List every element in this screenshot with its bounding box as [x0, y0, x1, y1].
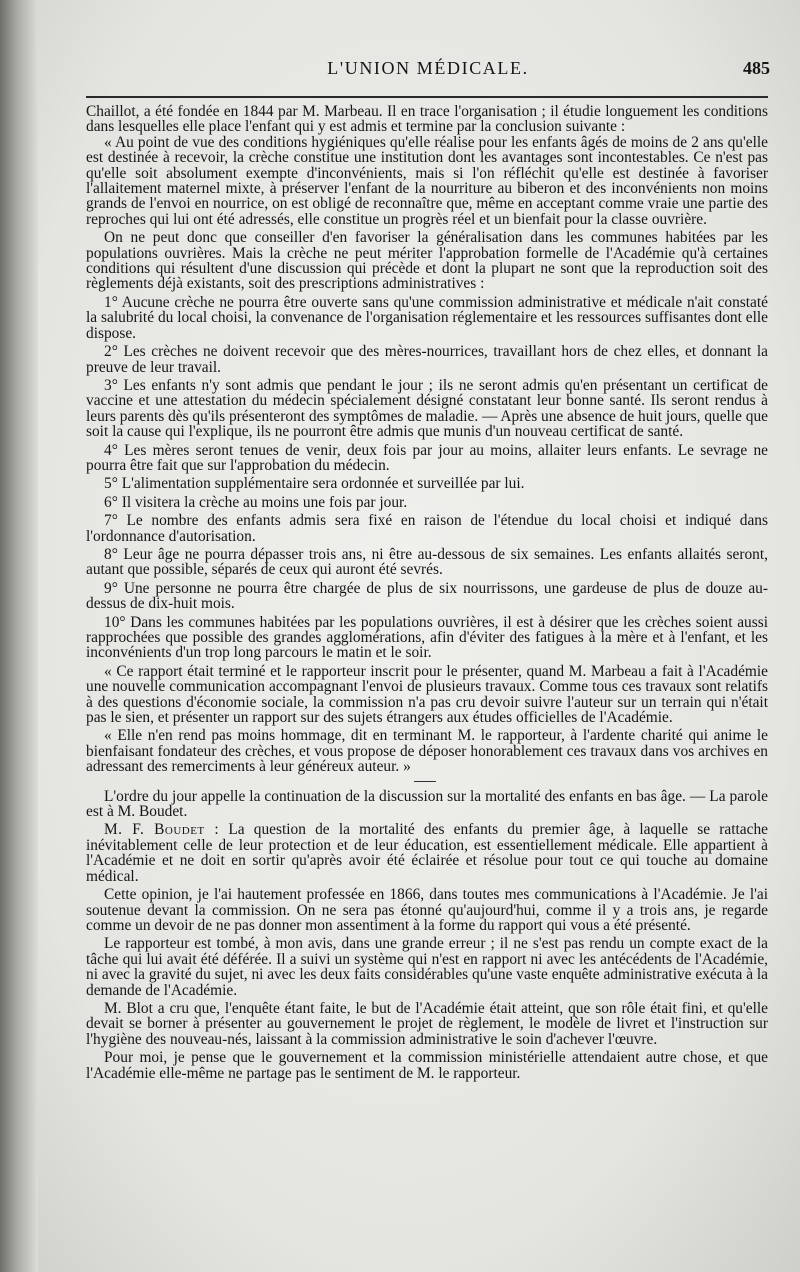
paragraph: M. Blot a cru que, l'enquête étant faite, le but de l'Académie était atteint, que son rôle était fini, et qu'elle devait se borner à présenter au gouvernement le projet de règlement, le modèle de livret et l'instruction sur l'hygiène des nouveau-nés, laissant à la commission administrative le soin d'achever l'œuvre. [86, 999, 768, 1048]
list-item: 7° Le nombre des enfants admis sera fixé en raison de l'étendue du local choisi et indiqué dans l'ordonnance d'autorisation. [86, 512, 768, 545]
list-item: 4° Les mères seront tenues de venir, deux fois par jour au moins, allaiter leurs enfants. Le sevrage ne pourra être fait que sur l'approbation du médecin. [86, 441, 768, 474]
paragraph: Cette opinion, je l'ai hautement professée en 1866, dans toutes mes communications à l'Académie. Je l'ai soutenue devant la commission. On ne sera pas étonné qu'aujourd'hui, comme il y a trois ans, je regarde comme un devoir de ne pas donner mon assentiment à la forme du rapport qui vous a été présenté. [86, 886, 768, 934]
speaker-name: M. F. Boudet : [104, 821, 220, 839]
list-item: 3° Les enfants n'y sont admis que pendant le jour ; ils ne seront admis qu'en présentant un certificat de vaccine et une attestation du médecin spécialement désigné constatant leur bonne santé. Ils seront rendus à leurs parents dès qu'ils présenteront des symptômes de maladie. — Après une absence de huit jours, quelle que soit la cause qui l'explique, ils ne pourront être admis que munis d'un nouveau certificat de santé. [86, 376, 768, 441]
paragraph: « Au point de vue des conditions hygiéniques qu'elle réalise pour les enfants âgés de moins de 2 ans qu'elle est destinée à recevoir, la crèche constitue une institution dont les avantages sont incontestables. Ce n'est pas qu'elle soit absolument exempte d'inconvénients, mais si l'on réfléchit qu'elle est destinée à favoriser l'allaitement maternel mixte, à préserver l'enfant de la nourriture au biberon et des inconvénients non moins grands de l'envoi en nourrice, on est obligé de reconnaître que, même en acceptant comme vraie une partie des reproches qui lui ont été adressés, elle constitue un progrès réel et un bienfait pour la classe ouvrière. [86, 133, 768, 228]
paragraph: L'ordre du jour appelle la continuation de la discussion sur la mortalité des enfants en bas âge. — La parole est à M. Boudet. [86, 787, 768, 821]
list-item: 6° Il visitera la crèche au moins une fois par jour. [104, 493, 408, 511]
article-body [86, 104, 768, 1081]
page-number: 485 [743, 58, 770, 78]
paragraph: Chaillot, a été fondée en 1844 par M. Marbeau. Il en trace l'organisation ; il étudie longuement les conditions dans lesquelles elle place l'enfant qui y est admis et termine par la conclusion suivante : [86, 103, 768, 136]
list-item: 10° Dans les communes habitées par les populations ouvrières, il est à désirer que les crèches soient aussi rapprochées que possible des grandes agglomérations, afin d'éviter des fatigues à la mère et à l'enfant, et les inconvénients d'un trop long parcours le matin et le soir. [86, 613, 768, 662]
paragraph: « Elle n'en rend pas moins hommage, dit en terminant M. le rapporteur, à l'ardente charité qui anime le bienfaisant fondateur des crèches, et vous propose de déposer honorablement ces travaux dans vos archives en adressant des remerciments à leur généreux auteur. » [86, 727, 768, 776]
list-item: 2° Les crèches ne doivent recevoir que des mères-nourrices, travaillant hors de chez elles, et donnant la preuve de leur travail. [86, 343, 768, 376]
list-item: 5° L'alimentation supplémentaire sera ordonnée et surveillée par lui. [104, 475, 525, 493]
paragraph: Pour moi, je pense que le gouvernement et la commission ministérielle attendaient autre chose, et que l'Académie elle-même ne partage pas le sentiment de M. le rapporteur. [86, 1049, 768, 1082]
section-separator [86, 775, 768, 789]
paragraph: Le rapporteur est tombé, à mon avis, dans une grande erreur ; il ne s'est pas rendu un compte exact de la tâche qui lui avait été déférée. Il a suivi un système qui n'est en rapport ni avec les antécédents de l'Académie, ni avec la gravité du sujet, ni avec les deux faits considérables qu'une vaste enquête administrative exécuta à la demande de l'Académie. [86, 935, 768, 999]
speaker-text: La question de la mortalité des enfants du premier âge, à laquelle se rattache inévitablement celle de leur protection et de leur éducation, est essentiellement médicale. Elle appartient à l'Académie et ne doit en sortir qu'après avoir été éclairée et résolue pour tout ce qui touche au domaine médical. [86, 821, 768, 885]
running-title: L'UNION MÉDICALE. [327, 58, 529, 78]
list-item: 8° Leur âge ne pourra dépasser trois ans, ni être au-dessous de six semaines. Les enfants allaités seront, autant que possible, séparés de ceux qui auront été sevrés. [86, 545, 768, 579]
book-spine-shadow [0, 0, 38, 1272]
speaker-paragraph [86, 822, 768, 884]
list-item: 9° Une personne ne pourra être chargée de plus de six nourrissons, une gardeuse de plus de douze au-dessus de dix-huit mois. [86, 579, 768, 613]
list-item: 1° Aucune crèche ne pourra être ouverte sans qu'une commission administrative et médicale n'ait constaté la salubrité du local choisi, la convenance de l'organisation réglementaire et les ressources suffisantes dont elle dispose. [86, 293, 768, 342]
paragraph: On ne peut donc que conseiller d'en favoriser la généralisation dans les communes habitées par les populations ouvrières. Mais la crèche ne peut mériter l'approbation formelle de l'Académie qu'à certaines conditions qui résultent d'une discussion qui précède et dont la plupart ne sont que la reproduction soit des règlements déjà existants, soit des prescriptions administratives : [86, 229, 768, 293]
header-rule [86, 96, 768, 98]
page-header [86, 58, 770, 84]
paragraph: « Ce rapport était terminé et le rapporteur inscrit pour le présenter, quand M. Marbeau a fait à l'Académie une nouvelle communication accompagnant l'envoi de plusieurs travaux. Comme tous ces travaux sont relatifs à des questions d'économie sociale, la commission n'a pas cru devoir suivre l'auteur sur un terrain qui n'était pas le sien, et présenter un rapport sur des sujets étrangers aux études officielles de l'Académie. [86, 662, 768, 727]
